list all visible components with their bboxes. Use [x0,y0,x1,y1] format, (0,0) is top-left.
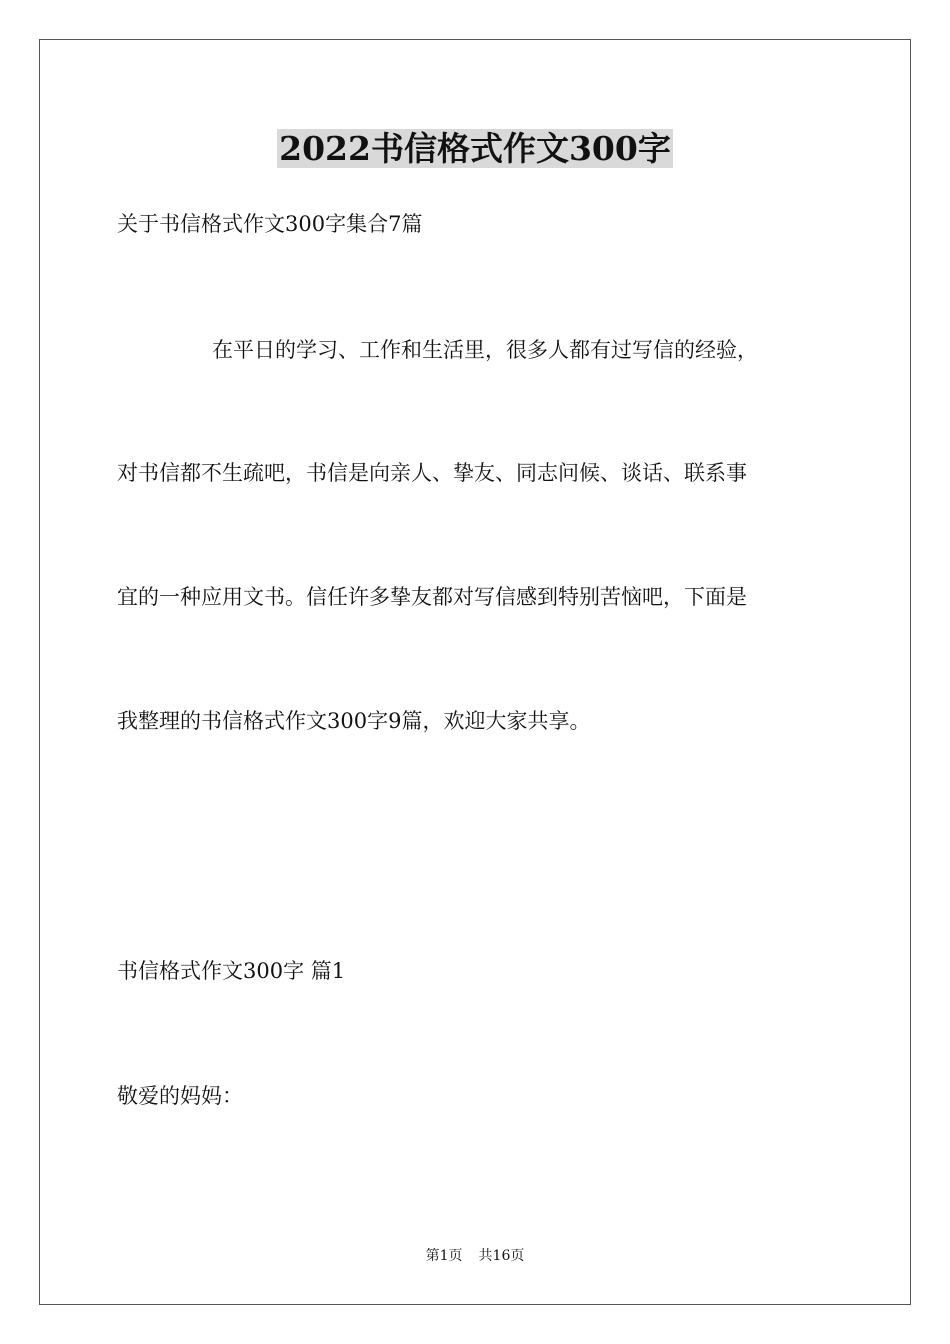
document-title: 2022书信格式作文300字 [279,129,671,168]
paragraph-line-2: 对书信都不生疏吧，书信是向亲人、挚友、同志问候、谈话、联系事 [117,461,747,485]
section-heading: 书信格式作文300字 篇1 [117,959,346,983]
document-title-block [0,126,950,172]
document-subtitle: 关于书信格式作文300字集合7篇 [117,212,423,236]
letter-salutation: 敬爱的妈妈： [117,1084,243,1108]
page-footer [0,1247,950,1265]
page-number: 第1页 [425,1248,463,1264]
paragraph-line-4: 我整理的书信格式作文300字9篇，欢迎大家共享。 [117,709,591,733]
paragraph-line-3: 宜的一种应用文书。信任许多挚友都对写信感到特别苦恼吧，下面是 [117,585,747,609]
page-total: 共16页 [478,1248,525,1264]
paragraph-line-1: 在平日的学习、工作和生活里，很多人都有过写信的经验， [212,338,758,362]
